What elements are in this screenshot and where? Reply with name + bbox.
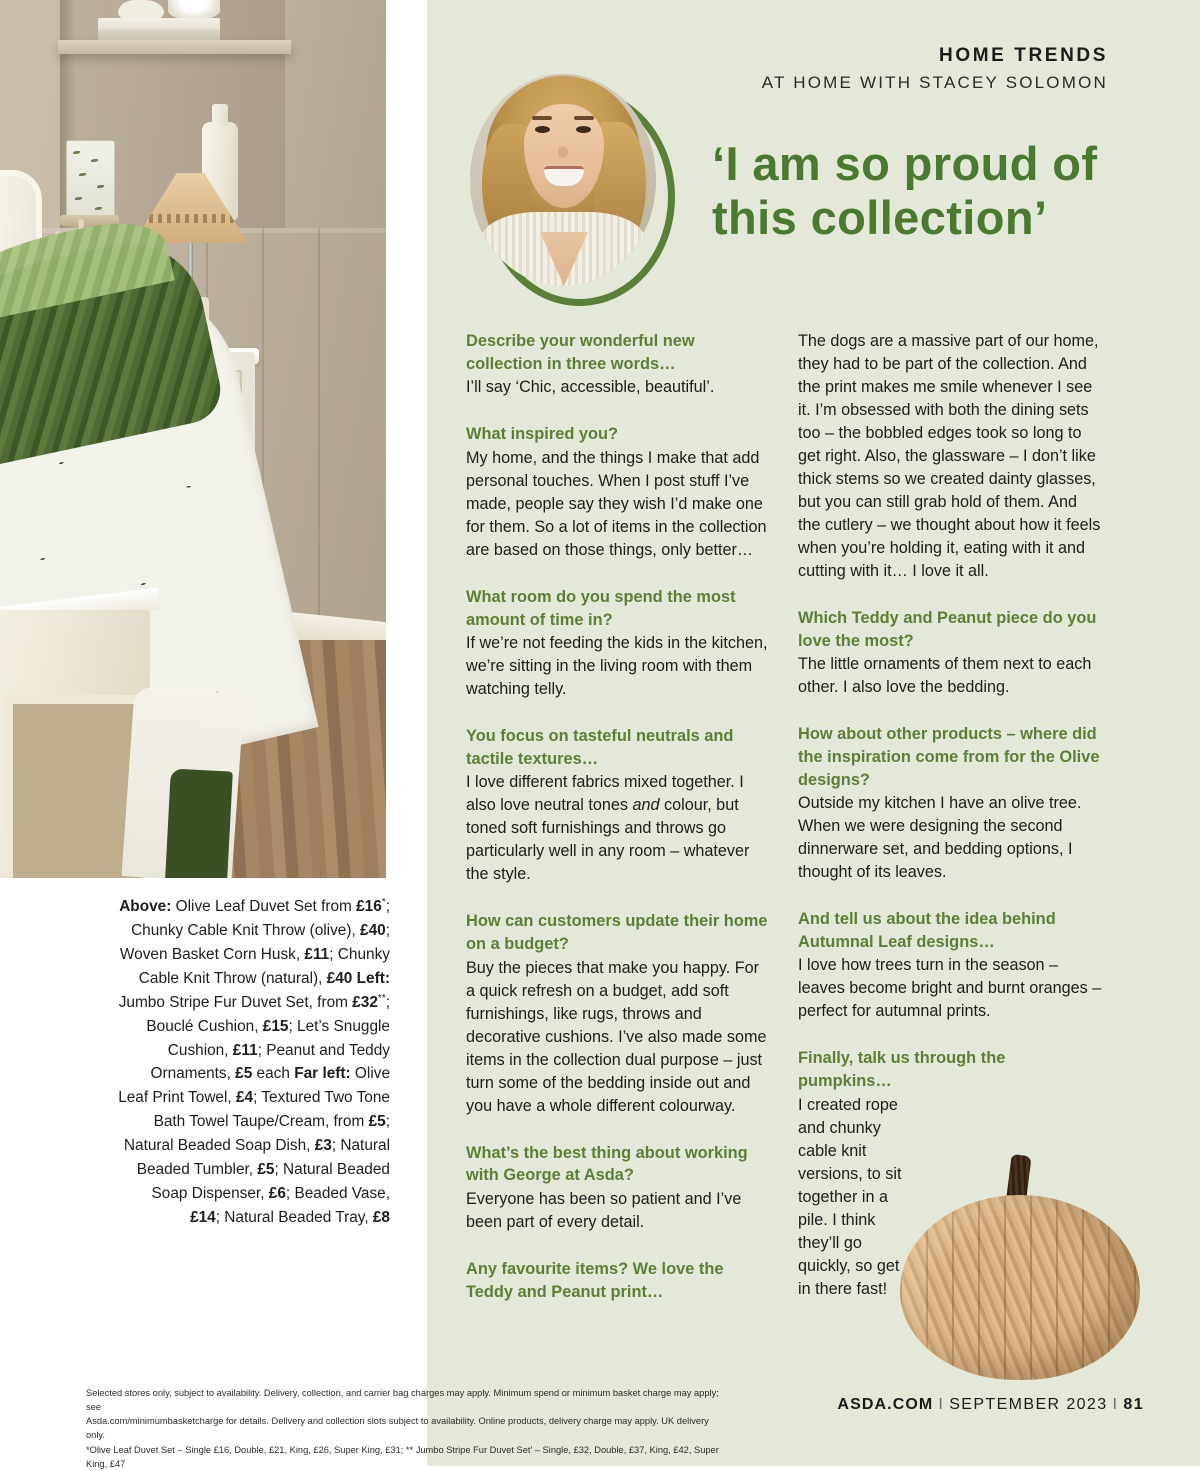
eyebrow-left — [532, 116, 552, 120]
eyebrow-right — [574, 116, 594, 120]
answer: Outside my kitchen I have an olive tree. When we were designing the second dinnerware set, and bedding options, I thought of its leaves. — [798, 794, 1082, 882]
question: Describe your wonderful new collection in three words… — [466, 332, 695, 373]
wall-shelf — [58, 40, 291, 54]
eye-right — [576, 126, 591, 133]
question: You focus on tasteful neutrals and tactile textures… — [466, 727, 734, 768]
page-number: 81 — [1123, 1396, 1144, 1413]
brand-url[interactable]: ASDA.COM — [837, 1396, 934, 1413]
question: How about other products – where did the inspiration come from for the Olive designs? — [798, 725, 1100, 789]
stacked-books — [98, 18, 220, 41]
olive-print-hurricane-candle — [66, 140, 115, 220]
answer: Buy the pieces that make you happy. For a quick refresh on a budget, add soft furnishings, like rugs, throws and decorative cushions. I’ve also made some items in the collection dual purpose – just turn some of the bedding inside out and you have a whole different colourway. — [466, 958, 767, 1115]
answer: Everyone has been so patient and I’ve been part of every detail. — [466, 1190, 742, 1232]
answer: The little ornaments of them next to each other. I also love the bedding. — [798, 655, 1092, 697]
answer: The dogs are a massive part of our home, they had to be part of the collection. And the print makes me smile whenever I see it. I’m obsessed with both the dining sets too – the bobbled edges took so long to get right. Also, the glassware – I don’t like thick stems so we created dainty glasses, but you can still grab hold of them. And the cutlery – we thought about how it feels when you’re holding it, eating with it and cutting with it… I love it all. — [798, 332, 1101, 580]
question: How can customers update their home on a budget? — [466, 912, 768, 954]
legal-smallprint — [86, 1386, 726, 1471]
bedroom-scene-photo — [0, 0, 386, 878]
portrait — [470, 74, 675, 306]
stacey-solomon-portrait — [470, 74, 656, 286]
kicker-main: HOME TRENDS — [939, 45, 1108, 66]
issue-date: SEPTEMBER 2023 — [949, 1396, 1108, 1413]
smallprint-line: *Olive Leaf Duvet Set – Single £16, Double, £21, King, £26, Super King, £31; ** Jumbo Stripe Fur Duvet Set' – Single, £32, Double, £37, King, £42, Super King, £47 — [86, 1444, 719, 1469]
scalloped-bowl — [168, 0, 220, 20]
colophon — [837, 1396, 1144, 1414]
answer: My home, and the things I make that add personal touches. When I post stuff I’ve made, people say they wish I’d make one for them. So a lot of items in the collection are based on those things, only better… — [466, 448, 767, 559]
photo-canvas — [0, 0, 386, 878]
dog-ornament — [118, 0, 164, 20]
question: Any favourite items? We love the Teddy and Peanut print… — [466, 1260, 724, 1301]
question: What inspired you? — [466, 425, 619, 444]
answer: I’ll say ‘Chic, accessible, beautiful’. — [466, 378, 715, 397]
woven-rope-pumpkin-photo — [900, 1155, 1140, 1380]
question: What’s the best thing about working with George at Asda? — [466, 1143, 748, 1185]
section-kicker — [762, 44, 1108, 93]
pumpkin-body — [900, 1195, 1140, 1380]
smallprint-line: Asda.com/minimumbasketcharge for details. Delivery and collection slots subject to availability. Online products, delivery charge may apply. UK delivery only. — [86, 1416, 709, 1441]
separator: I — [938, 1396, 945, 1413]
interview-column-left — [466, 330, 771, 1303]
hanging-dark-bedding — [165, 768, 233, 878]
question: Finally, talk us through the pumpkins… — [798, 1049, 1006, 1091]
answer: I created rope and chunky cable knit versions, to sit together in a pile. I think they’ll go quickly, so get in there fast! — [798, 1095, 902, 1298]
kicker-subtitle: AT HOME WITH STACEY SOLOMON — [761, 72, 1108, 92]
question: What room do you spend the most amount of time in? — [466, 587, 736, 629]
answer: I love how trees turn in the season – leaves become bright and burnt oranges – perfect for autumnal prints. — [798, 956, 1102, 1021]
separator: I — [1112, 1396, 1119, 1413]
question: And tell us about the idea behind Autumnal Leaf designs… — [798, 910, 1056, 951]
answer: I love different fabrics mixed together. I also love neutral tones and colour, but toned soft furnishings and throws go particularly well in any room – whatever the style. — [466, 773, 750, 884]
eye-left — [535, 126, 550, 133]
nose — [558, 146, 568, 158]
smallprint-line: Selected stores only, subject to availability. Delivery, collection, and carrier bag charges may apply. Minimum spend or minimum basket charge may apply; see — [86, 1388, 719, 1413]
product-caption: Above: Olive Leaf Duvet Set from £16*; Chunky Cable Knit Throw (olive), £40; Woven Basket Corn Husk, £11; Chunky Cable Knit Throw (natural), £40 Left: Jumbo Stripe Fur Duvet Set, from £32**; Bouclé Cushion, £15; Let’s Snuggle Cushion, £11; Peanut and Teddy Ornaments, £5 each Far left: Olive Leaf Print Towel, £4; Textured Two Tone Bath Towel Taupe/Cream, from £5; Natural Beaded Soap Dish, £3; Natural Beaded Tumbler, £5; Natural Beaded Soap Dispenser, £6; Beaded Vase, £14; Natural Beaded Tray, £8 — [118, 897, 390, 1226]
question: Which Teddy and Peanut piece do you love the most? — [798, 609, 1097, 650]
page-headline: ‘I am so proud of this collection’ — [712, 137, 1098, 244]
answer: If we’re not feeding the kids in the kitchen, we’re sitting in the living room with them watching telly. — [466, 634, 768, 699]
